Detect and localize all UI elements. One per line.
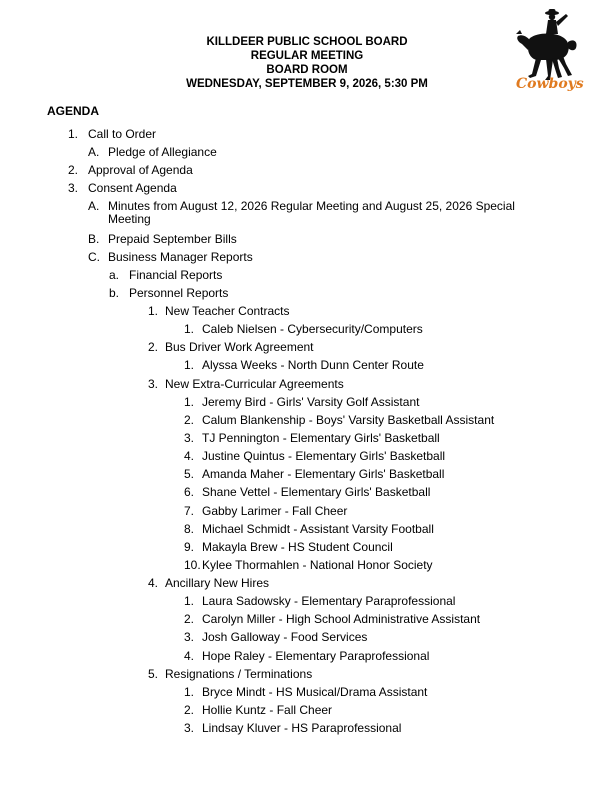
agenda-item-text: Bryce Mindt - HS Musical/Drama Assistant	[202, 685, 428, 699]
header-date-time: WEDNESDAY, SEPTEMBER 9, 2026, 5:30 PM	[186, 78, 428, 90]
agenda-item-number: 2.	[184, 703, 195, 717]
agenda-item-number: 2.	[184, 612, 195, 626]
agenda-item-text: Laura Sadowsky - Elementary Paraprofessional	[202, 594, 456, 608]
agenda-item-number: 6.	[184, 485, 195, 499]
agenda-item-text: Minutes from August 12, 2026 Regular Meeting and August 25, 2026 Special Meeting	[108, 199, 515, 226]
agenda-item-number: a.	[109, 268, 120, 282]
agenda-item-number: 3.	[148, 377, 159, 391]
agenda-item-text: Personnel Reports	[129, 286, 229, 300]
agenda-item-number: 10.	[184, 558, 201, 572]
logo-wordmark: Cowboys	[516, 76, 584, 92]
agenda-item-text: Business Manager Reports	[108, 250, 253, 264]
agenda-item-text: Bus Driver Work Agreement	[165, 340, 314, 354]
agenda-item-number: 3.	[184, 630, 195, 644]
agenda-item-number: A.	[88, 199, 100, 213]
agenda-item-text: Financial Reports	[129, 268, 223, 282]
agenda-item-text: Caleb Nielsen - Cybersecurity/Computers	[202, 322, 423, 336]
agenda-title: AGENDA	[47, 104, 100, 118]
agenda-item-text: Kylee Thormahlen - National Honor Society	[202, 558, 433, 572]
agenda-item-number: 1.	[184, 594, 195, 608]
agenda-item-text: Shane Vettel - Elementary Girls' Basketball	[202, 485, 431, 499]
agenda-item-number: 3.	[184, 431, 195, 445]
agenda-item-number: C.	[88, 250, 100, 264]
agenda-item-text: Lindsay Kluver - HS Paraprofessional	[202, 721, 402, 735]
agenda-item-text: Approval of Agenda	[88, 163, 193, 177]
agenda-item-text: Carolyn Miller - High School Administrative Assistant	[202, 612, 481, 626]
agenda-item-text: Amanda Maher - Elementary Girls' Basketball	[202, 467, 445, 481]
agenda-item-text: TJ Pennington - Elementary Girls' Basketball	[202, 431, 440, 445]
agenda-item-text: Michael Schmidt - Assistant Varsity Football	[202, 522, 434, 536]
agenda-item-text: Calum Blankenship - Boys' Varsity Basketball Assistant	[202, 413, 495, 427]
agenda-item-number: 8.	[184, 522, 195, 536]
agenda-item-number: 1.	[184, 322, 195, 336]
agenda-item-text: Hope Raley - Elementary Paraprofessional	[202, 649, 430, 663]
agenda-item-number: 1.	[68, 127, 79, 141]
agenda-item-number: 3.	[184, 721, 195, 735]
agenda-item-number: 9.	[184, 540, 195, 554]
agenda-item-number: 7.	[184, 504, 195, 518]
agenda-item-text: Prepaid September Bills	[108, 232, 237, 246]
agenda-item-text: Alyssa Weeks - North Dunn Center Route	[202, 358, 424, 372]
header-meeting-type: REGULAR MEETING	[250, 50, 364, 62]
agenda-item-number: 4.	[184, 449, 195, 463]
agenda-item-text: Pledge of Allegiance	[108, 145, 217, 159]
agenda-item-number: 1.	[148, 304, 159, 318]
agenda-item-number: 3.	[68, 181, 79, 195]
agenda-item-text: Gabby Larimer - Fall Cheer	[202, 504, 348, 518]
agenda-item-text: Jeremy Bird - Girls' Varsity Golf Assistant	[202, 395, 420, 409]
agenda-item-text: Ancillary New Hires	[165, 576, 270, 590]
agenda-item-text: Justine Quintus - Elementary Girls' Basketball	[202, 449, 446, 463]
agenda-item-number: A.	[88, 145, 100, 159]
agenda-item-text: Consent Agenda	[88, 181, 177, 195]
agenda-item-number: 1.	[184, 358, 195, 372]
agenda-item-text: Josh Galloway - Food Services	[202, 630, 368, 644]
agenda-item-text: Makayla Brew - HS Student Council	[202, 540, 393, 554]
agenda-item-number: 1.	[184, 685, 195, 699]
agenda-item-number: 1.	[184, 395, 195, 409]
agenda-item-text: Resignations / Terminations	[165, 667, 313, 681]
agenda-item-number: 5.	[148, 667, 159, 681]
agenda-item-number: 2.	[68, 163, 79, 177]
agenda-item-text: New Extra-Curricular Agreements	[165, 377, 344, 391]
agenda-item-number: 5.	[184, 467, 195, 481]
agenda-item-text: New Teacher Contracts	[165, 304, 290, 318]
agenda-item-number: 4.	[184, 649, 195, 663]
agenda-item-number: 4.	[148, 576, 159, 590]
agenda-item-number: b.	[109, 286, 120, 300]
agenda-item-number: 2.	[148, 340, 159, 354]
agenda-item-number: 2.	[184, 413, 195, 427]
agenda-item-number: B.	[88, 232, 100, 246]
header-location: BOARD ROOM	[266, 64, 348, 76]
agenda-item-text: Call to Order	[88, 127, 157, 141]
header-school-name: KILLDEER PUBLIC SCHOOL BOARD	[206, 36, 408, 48]
agenda-item-text: Hollie Kuntz - Fall Cheer	[202, 703, 333, 717]
